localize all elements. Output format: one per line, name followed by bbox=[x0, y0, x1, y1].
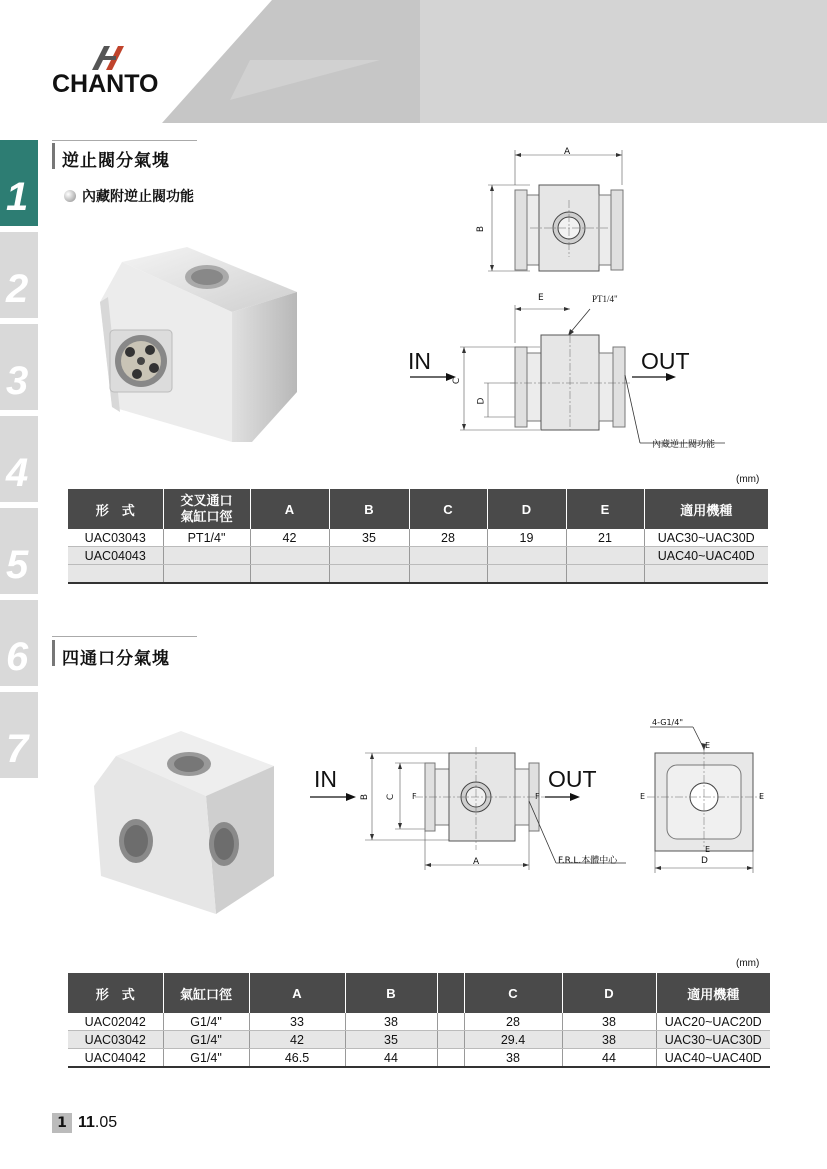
table-cell: 28 bbox=[409, 529, 487, 547]
page-chapter-badge: 1 bbox=[52, 1113, 72, 1133]
table-row bbox=[68, 529, 768, 547]
frl-center-note: F.R.L.本體中心 bbox=[558, 856, 618, 866]
page-number-major: 11 bbox=[78, 1114, 95, 1131]
table-row bbox=[68, 1013, 770, 1031]
table-cell: 44 bbox=[562, 1049, 656, 1068]
chapter-tab-label: 7 bbox=[6, 727, 29, 771]
table-cell: 38 bbox=[345, 1013, 437, 1031]
dim-c-label: C bbox=[452, 377, 463, 385]
out-label: OUT bbox=[641, 348, 690, 374]
table-cell bbox=[566, 547, 644, 565]
e-right-label: E bbox=[759, 792, 765, 801]
table-cell: G1/4" bbox=[163, 1013, 249, 1031]
table-header: C bbox=[409, 489, 487, 529]
chapter-tab-1[interactable] bbox=[0, 140, 38, 226]
check-valve-block-photo bbox=[92, 242, 304, 447]
dim-b-label: B bbox=[360, 793, 371, 801]
table-cell: UAC04042 bbox=[68, 1049, 163, 1068]
table-cell: UAC40~UAC40D bbox=[656, 1049, 770, 1068]
page-number-minor: .05 bbox=[94, 1114, 118, 1131]
section2-title: 四通口分氣塊 bbox=[62, 649, 170, 669]
table-cell bbox=[68, 565, 163, 584]
e-top-label: E bbox=[705, 741, 711, 750]
table-header bbox=[437, 973, 464, 1013]
section-title-bar bbox=[52, 143, 55, 169]
chapter-tab-5[interactable] bbox=[0, 508, 38, 594]
table-header: 形 式 bbox=[68, 973, 163, 1013]
table-cell: 38 bbox=[562, 1031, 656, 1049]
table-header: 適用機種 bbox=[644, 489, 768, 529]
e-left-label: E bbox=[640, 792, 646, 801]
table-header: A bbox=[250, 489, 329, 529]
table-cell: PT1/4" bbox=[163, 529, 250, 547]
table-cell bbox=[250, 565, 329, 584]
table-header: 形 式 bbox=[68, 489, 163, 529]
table-cell: UAC30~UAC30D bbox=[656, 1031, 770, 1049]
chapter-tab-4[interactable] bbox=[0, 416, 38, 502]
table-cell bbox=[644, 565, 768, 584]
table-cell: UAC02042 bbox=[68, 1013, 163, 1031]
chapter-tab-6[interactable] bbox=[0, 600, 38, 686]
table-cell: 42 bbox=[249, 1031, 345, 1049]
table-cell bbox=[250, 547, 329, 565]
table-cell bbox=[163, 565, 250, 584]
table-cell bbox=[329, 547, 409, 565]
table-cell: 44 bbox=[345, 1049, 437, 1068]
table-header: B bbox=[345, 973, 437, 1013]
table-cell: UAC03042 bbox=[68, 1031, 163, 1049]
table-cell: 21 bbox=[566, 529, 644, 547]
chapter-tab-2[interactable] bbox=[0, 232, 38, 318]
f-left-label: F bbox=[412, 792, 417, 801]
out-label: OUT bbox=[548, 766, 597, 792]
e-bottom-label: E bbox=[705, 845, 711, 854]
bullet-icon bbox=[64, 190, 76, 202]
table-cell bbox=[409, 565, 487, 584]
chapter-tab-7[interactable] bbox=[0, 692, 38, 778]
table-cell: 35 bbox=[329, 529, 409, 547]
table-cell: 38 bbox=[464, 1049, 562, 1068]
table-cell: UAC30~UAC30D bbox=[644, 529, 768, 547]
table-row bbox=[68, 565, 768, 584]
four-port-block-photo bbox=[86, 726, 276, 916]
section1-subtitle: 內藏附逆止閥功能 bbox=[82, 189, 194, 205]
table-cell: UAC04043 bbox=[68, 547, 163, 565]
section2-spec-table bbox=[68, 973, 770, 1068]
table-cell: G1/4" bbox=[163, 1031, 249, 1049]
dim-d-label: D bbox=[701, 856, 708, 866]
port-label: PT1/4" bbox=[592, 294, 618, 304]
table-cell bbox=[437, 1049, 464, 1068]
table-cell: UAC40~UAC40D bbox=[644, 547, 768, 565]
dim-e-label: E bbox=[538, 293, 544, 303]
check-valve-note: 內藏逆止閥功能 bbox=[652, 440, 716, 450]
section1-subtitle-row bbox=[64, 186, 194, 206]
in-label: IN bbox=[408, 348, 431, 374]
table-cell: 42 bbox=[250, 529, 329, 547]
table-cell bbox=[437, 1013, 464, 1031]
dim-d-label: D bbox=[476, 397, 487, 405]
table-cell bbox=[487, 547, 566, 565]
chapter-tab-label: 1 bbox=[6, 175, 29, 219]
section1-title: 逆止閥分氣塊 bbox=[62, 151, 170, 171]
dim-a-label: A bbox=[473, 857, 480, 867]
section-title-line bbox=[52, 140, 197, 141]
table-cell: 38 bbox=[562, 1013, 656, 1031]
dim-b-label: B bbox=[476, 225, 487, 233]
table-cell: G1/4" bbox=[163, 1049, 249, 1068]
table-cell: 33 bbox=[249, 1013, 345, 1031]
unit-label: (mm) bbox=[736, 958, 760, 969]
page-number bbox=[78, 1113, 117, 1133]
chapter-tab-label: 3 bbox=[6, 359, 29, 403]
section-title-line bbox=[52, 636, 197, 637]
table-cell: 35 bbox=[345, 1031, 437, 1049]
dim-c-label: C bbox=[386, 793, 397, 801]
logo-mark-icon bbox=[88, 44, 130, 70]
table-header: 適用機種 bbox=[656, 973, 770, 1013]
table-header: D bbox=[487, 489, 566, 529]
chapter-tab-label: 2 bbox=[6, 267, 29, 311]
chapter-tab-label: 6 bbox=[6, 635, 29, 679]
table-cell: UAC03043 bbox=[68, 529, 163, 547]
table-header: E bbox=[566, 489, 644, 529]
table-row bbox=[68, 1031, 770, 1049]
table-cell: 29.4 bbox=[464, 1031, 562, 1049]
table-header: C bbox=[464, 973, 562, 1013]
table-cell bbox=[329, 565, 409, 584]
chapter-tab-label: 5 bbox=[6, 543, 29, 587]
section-title-bar bbox=[52, 640, 55, 666]
table-cell: 19 bbox=[487, 529, 566, 547]
table-cell bbox=[163, 547, 250, 565]
table-cell bbox=[409, 547, 487, 565]
brand-logo: CHANTO bbox=[52, 70, 159, 98]
table-cell bbox=[566, 565, 644, 584]
table-row bbox=[68, 1049, 770, 1068]
section1-front-view-diagram bbox=[400, 295, 730, 460]
table-row bbox=[68, 547, 768, 565]
chapter-tab-label: 4 bbox=[6, 451, 29, 495]
f-right-label: F bbox=[535, 792, 540, 801]
table-cell: 46.5 bbox=[249, 1049, 345, 1068]
section1-top-view-diagram bbox=[470, 145, 640, 280]
table-cell: 28 bbox=[464, 1013, 562, 1031]
dim-a-label: A bbox=[564, 147, 571, 157]
table-header: 交叉通口 氣缸口徑 bbox=[163, 489, 250, 529]
table-header: B bbox=[329, 489, 409, 529]
table-cell: UAC20~UAC20D bbox=[656, 1013, 770, 1031]
section1-spec-table bbox=[68, 489, 768, 584]
table-header: A bbox=[249, 973, 345, 1013]
table-header: D bbox=[562, 973, 656, 1013]
table-cell bbox=[437, 1031, 464, 1049]
in-label: IN bbox=[314, 766, 337, 792]
chapter-tab-3[interactable] bbox=[0, 324, 38, 410]
unit-label: (mm) bbox=[736, 474, 760, 485]
port-label: 4-G1/4" bbox=[652, 718, 684, 727]
table-cell bbox=[487, 565, 566, 584]
table-header: 氣缸口徑 bbox=[163, 973, 249, 1013]
